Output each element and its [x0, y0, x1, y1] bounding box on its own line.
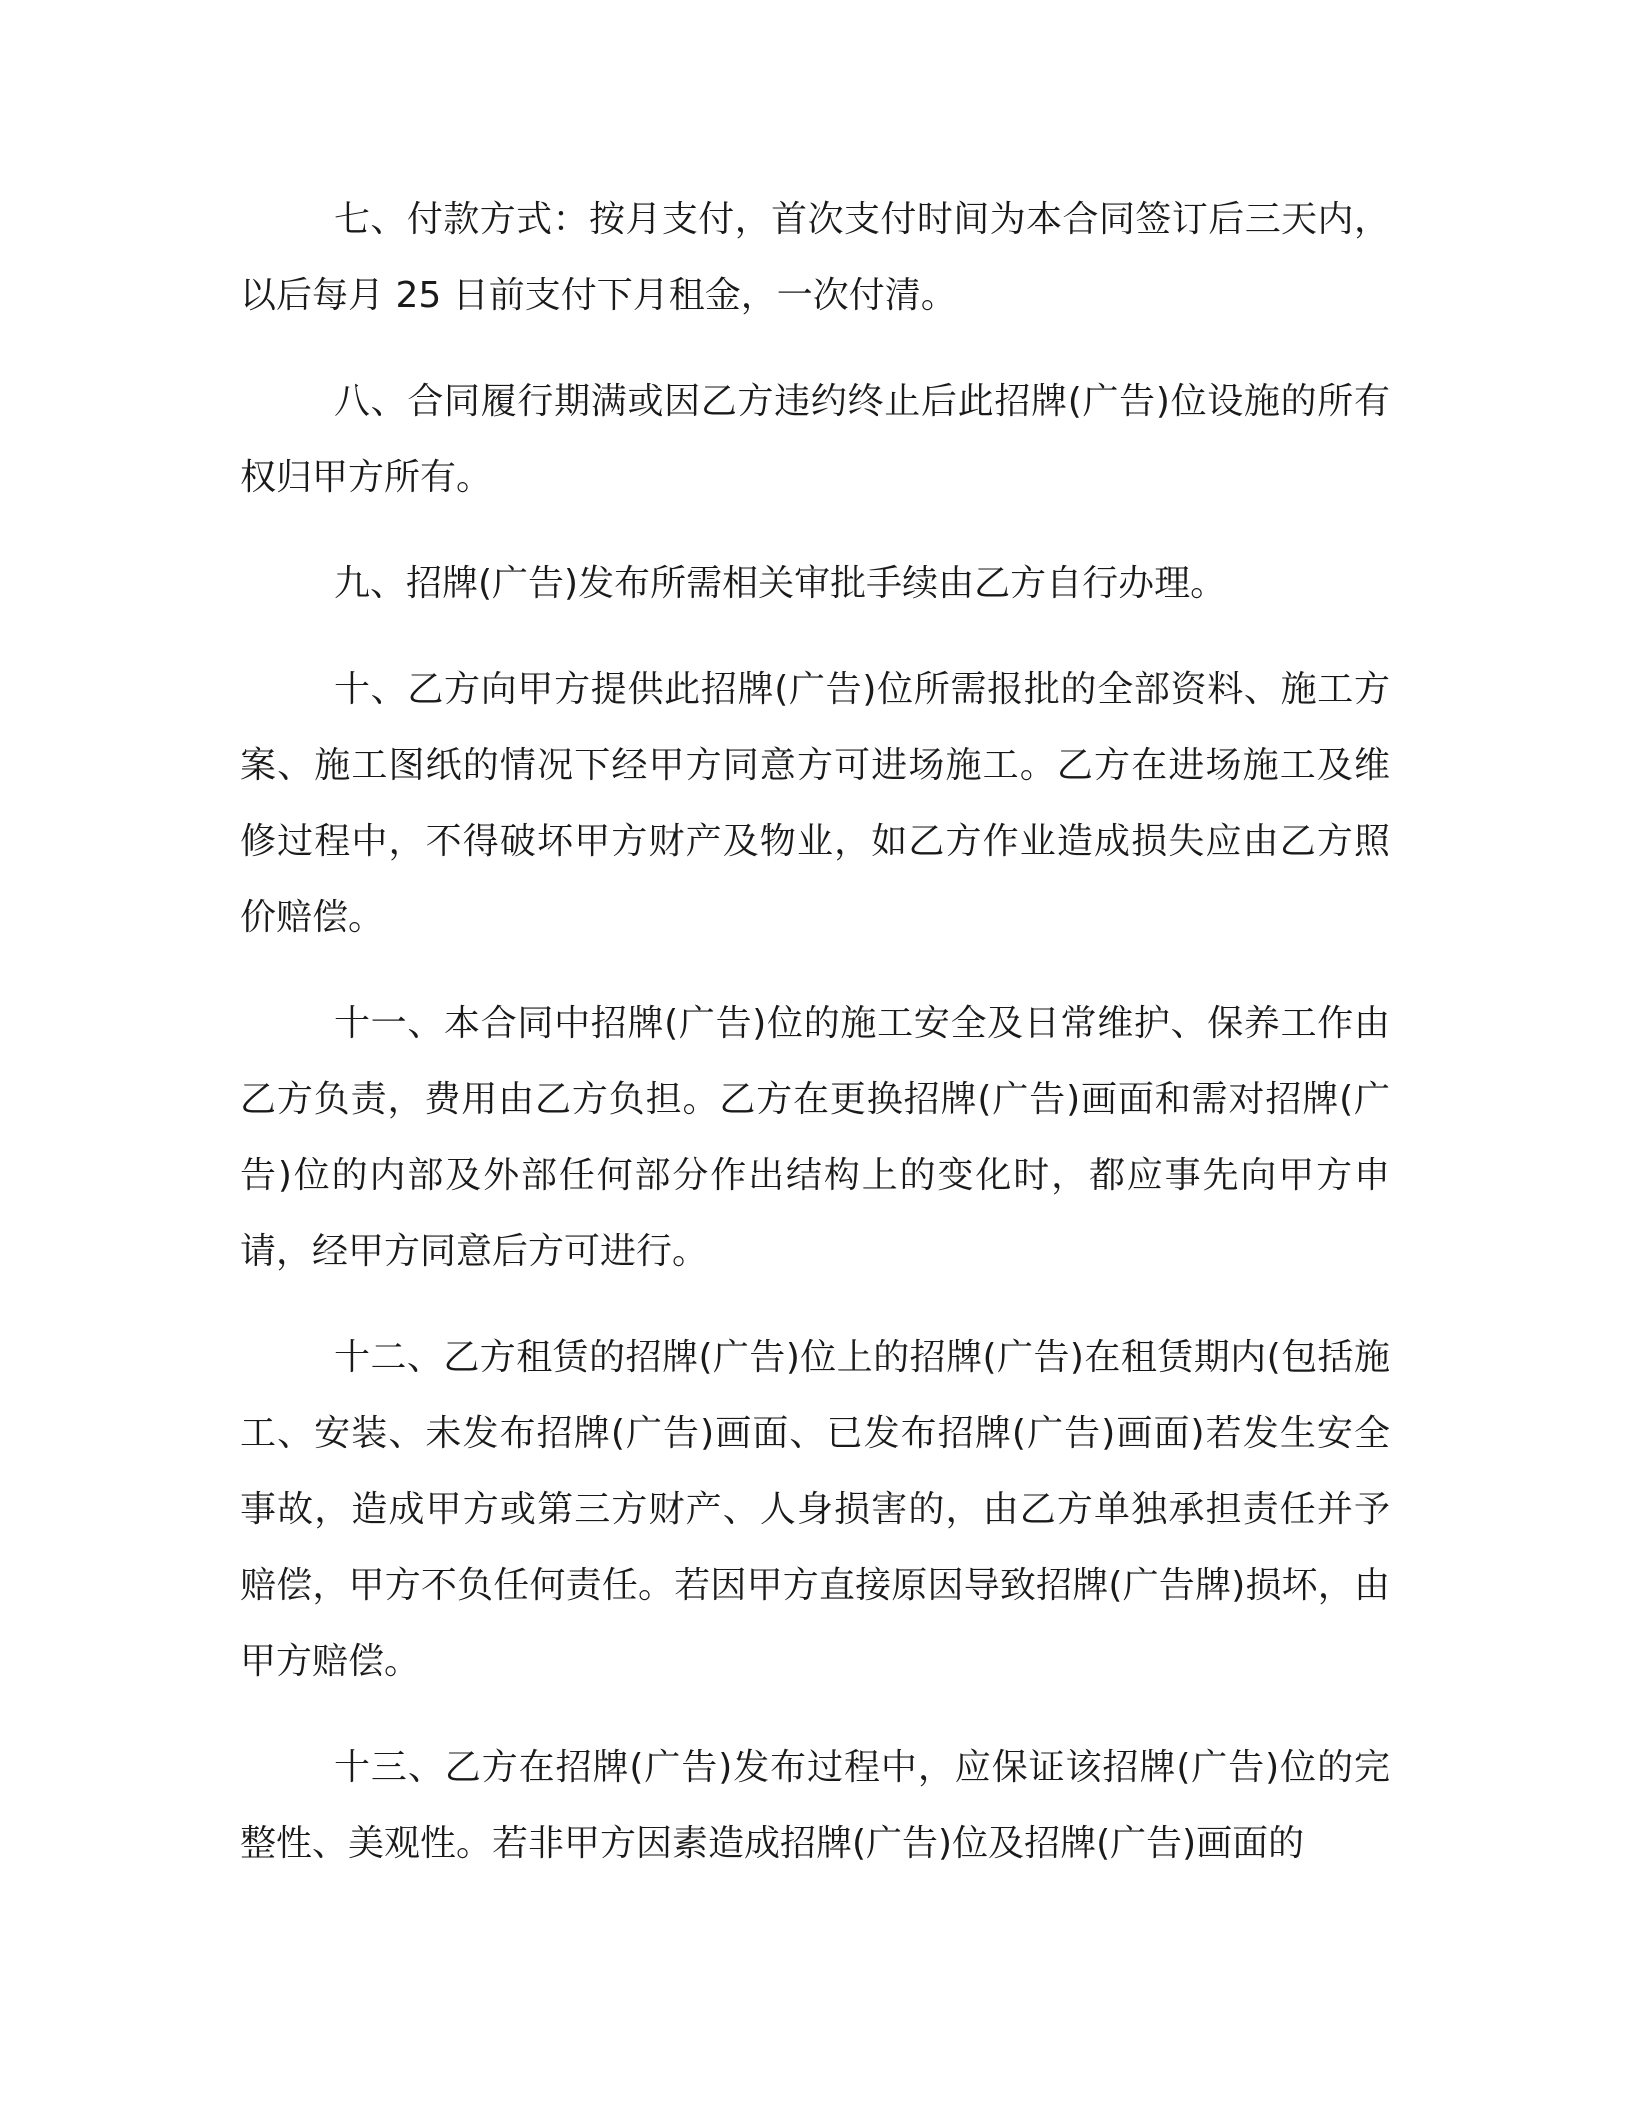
clause-8: 八、合同履行期满或因乙方违约终止后此招牌(广告)位设施的所有权归甲方所有。	[240, 381, 1390, 498]
clause-11: 十一、本合同中招牌(广告)位的施工安全及日常维护、保养工作由乙方负责，费用由乙方负担。乙方在更换招牌(广告)画面和需对招牌(广告)位的内部及外部任何部分作出结构上的变化时，都应事先向甲方申请，经甲方同意后方可进行。	[240, 1003, 1390, 1272]
clause-9: 九、招牌(广告)发布所需相关审批手续由乙方自行办理。	[334, 563, 1227, 604]
contract-body	[240, 182, 1390, 1912]
clause-7: 七、付款方式：按月支付，首次支付时间为本合同签订后三天内，以后每月 25 日前支付下月租金，一次付清。	[240, 199, 1390, 316]
clause-12: 十二、乙方租赁的招牌(广告)位上的招牌(广告)在租赁期内(包括施工、安装、未发布招牌(广告)画面、已发布招牌(广告)画面)若发生安全事故，造成甲方或第三方财产、人身损害的，由乙方单独承担责任并予赔偿，甲方不负任何责任。若因甲方直接原因导致招牌(广告牌)损坏，由甲方赔偿。	[240, 1337, 1390, 1682]
clause-10: 十、乙方向甲方提供此招牌(广告)位所需报批的全部资料、施工方案、施工图纸的情况下经甲方同意方可进场施工。乙方在进场施工及维修过程中，不得破坏甲方财产及物业，如乙方作业造成损失应由乙方照价赔偿。	[240, 669, 1390, 938]
clause-13: 十三、乙方在招牌(广告)发布过程中，应保证该招牌(广告)位的完整性、美观性。若非甲方因素造成招牌(广告)位及招牌(广告)画面的	[240, 1747, 1390, 1864]
